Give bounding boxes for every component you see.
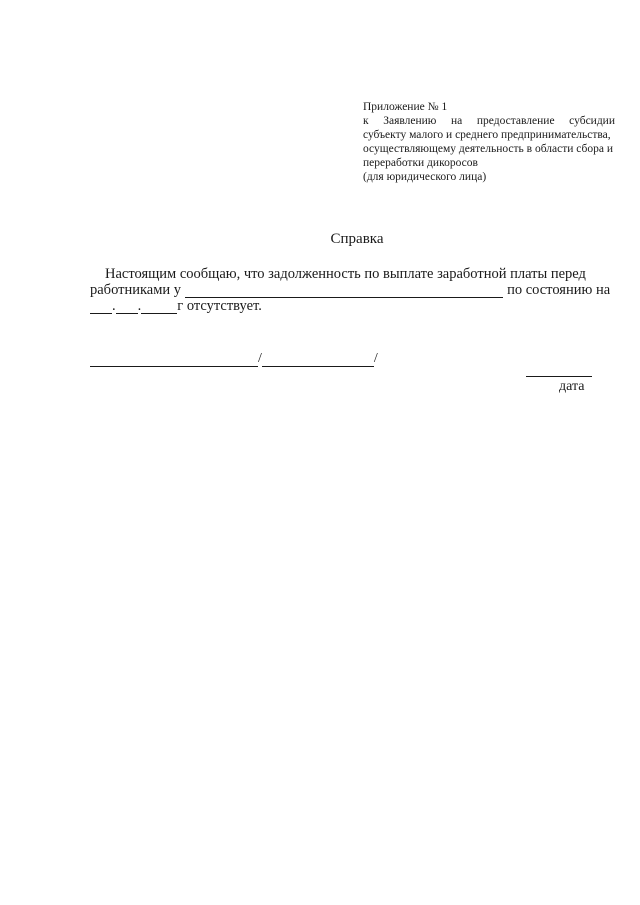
date-year-field[interactable] <box>141 300 177 314</box>
appendix-line: (для юридического лица) <box>363 171 487 183</box>
body-line-2 <box>90 282 616 298</box>
appendix-line: осуществляющему деятельность в области сбора и <box>363 143 614 155</box>
signature-name-field[interactable] <box>262 353 374 367</box>
document-title: Справка <box>330 231 384 247</box>
signature-separator: / <box>373 351 378 366</box>
signature-field[interactable] <box>90 353 258 367</box>
date-day-field[interactable] <box>90 300 112 314</box>
date-label: дата <box>559 379 585 394</box>
appendix-block <box>363 100 615 184</box>
date-separator: . <box>112 298 116 314</box>
signature-block <box>90 351 378 367</box>
body-text-end: г отсутствует. <box>177 298 262 314</box>
appendix-line: субъекту малого и среднего предпринимательства, <box>363 129 611 141</box>
appendix-line: переработки дикоросов <box>363 157 478 169</box>
appendix-number: Приложение № 1 <box>363 101 448 113</box>
date-month-field[interactable] <box>116 300 138 314</box>
body-text-workers: работниками у <box>90 282 182 298</box>
appendix-line: к Заявлению на предоставление субсидии <box>363 115 615 127</box>
body-text-as-of: по состоянию на <box>507 282 611 298</box>
date-separator: . <box>137 298 142 314</box>
body-line-3 <box>90 298 616 314</box>
organization-name-field[interactable] <box>185 284 503 298</box>
document-body <box>90 266 616 314</box>
body-text-start: Настоящим сообщаю, что задолженность по выплате заработной платы перед <box>105 266 586 282</box>
date-field[interactable] <box>526 376 592 377</box>
body-line-1 <box>90 266 616 282</box>
signature-separator: / <box>258 351 262 366</box>
